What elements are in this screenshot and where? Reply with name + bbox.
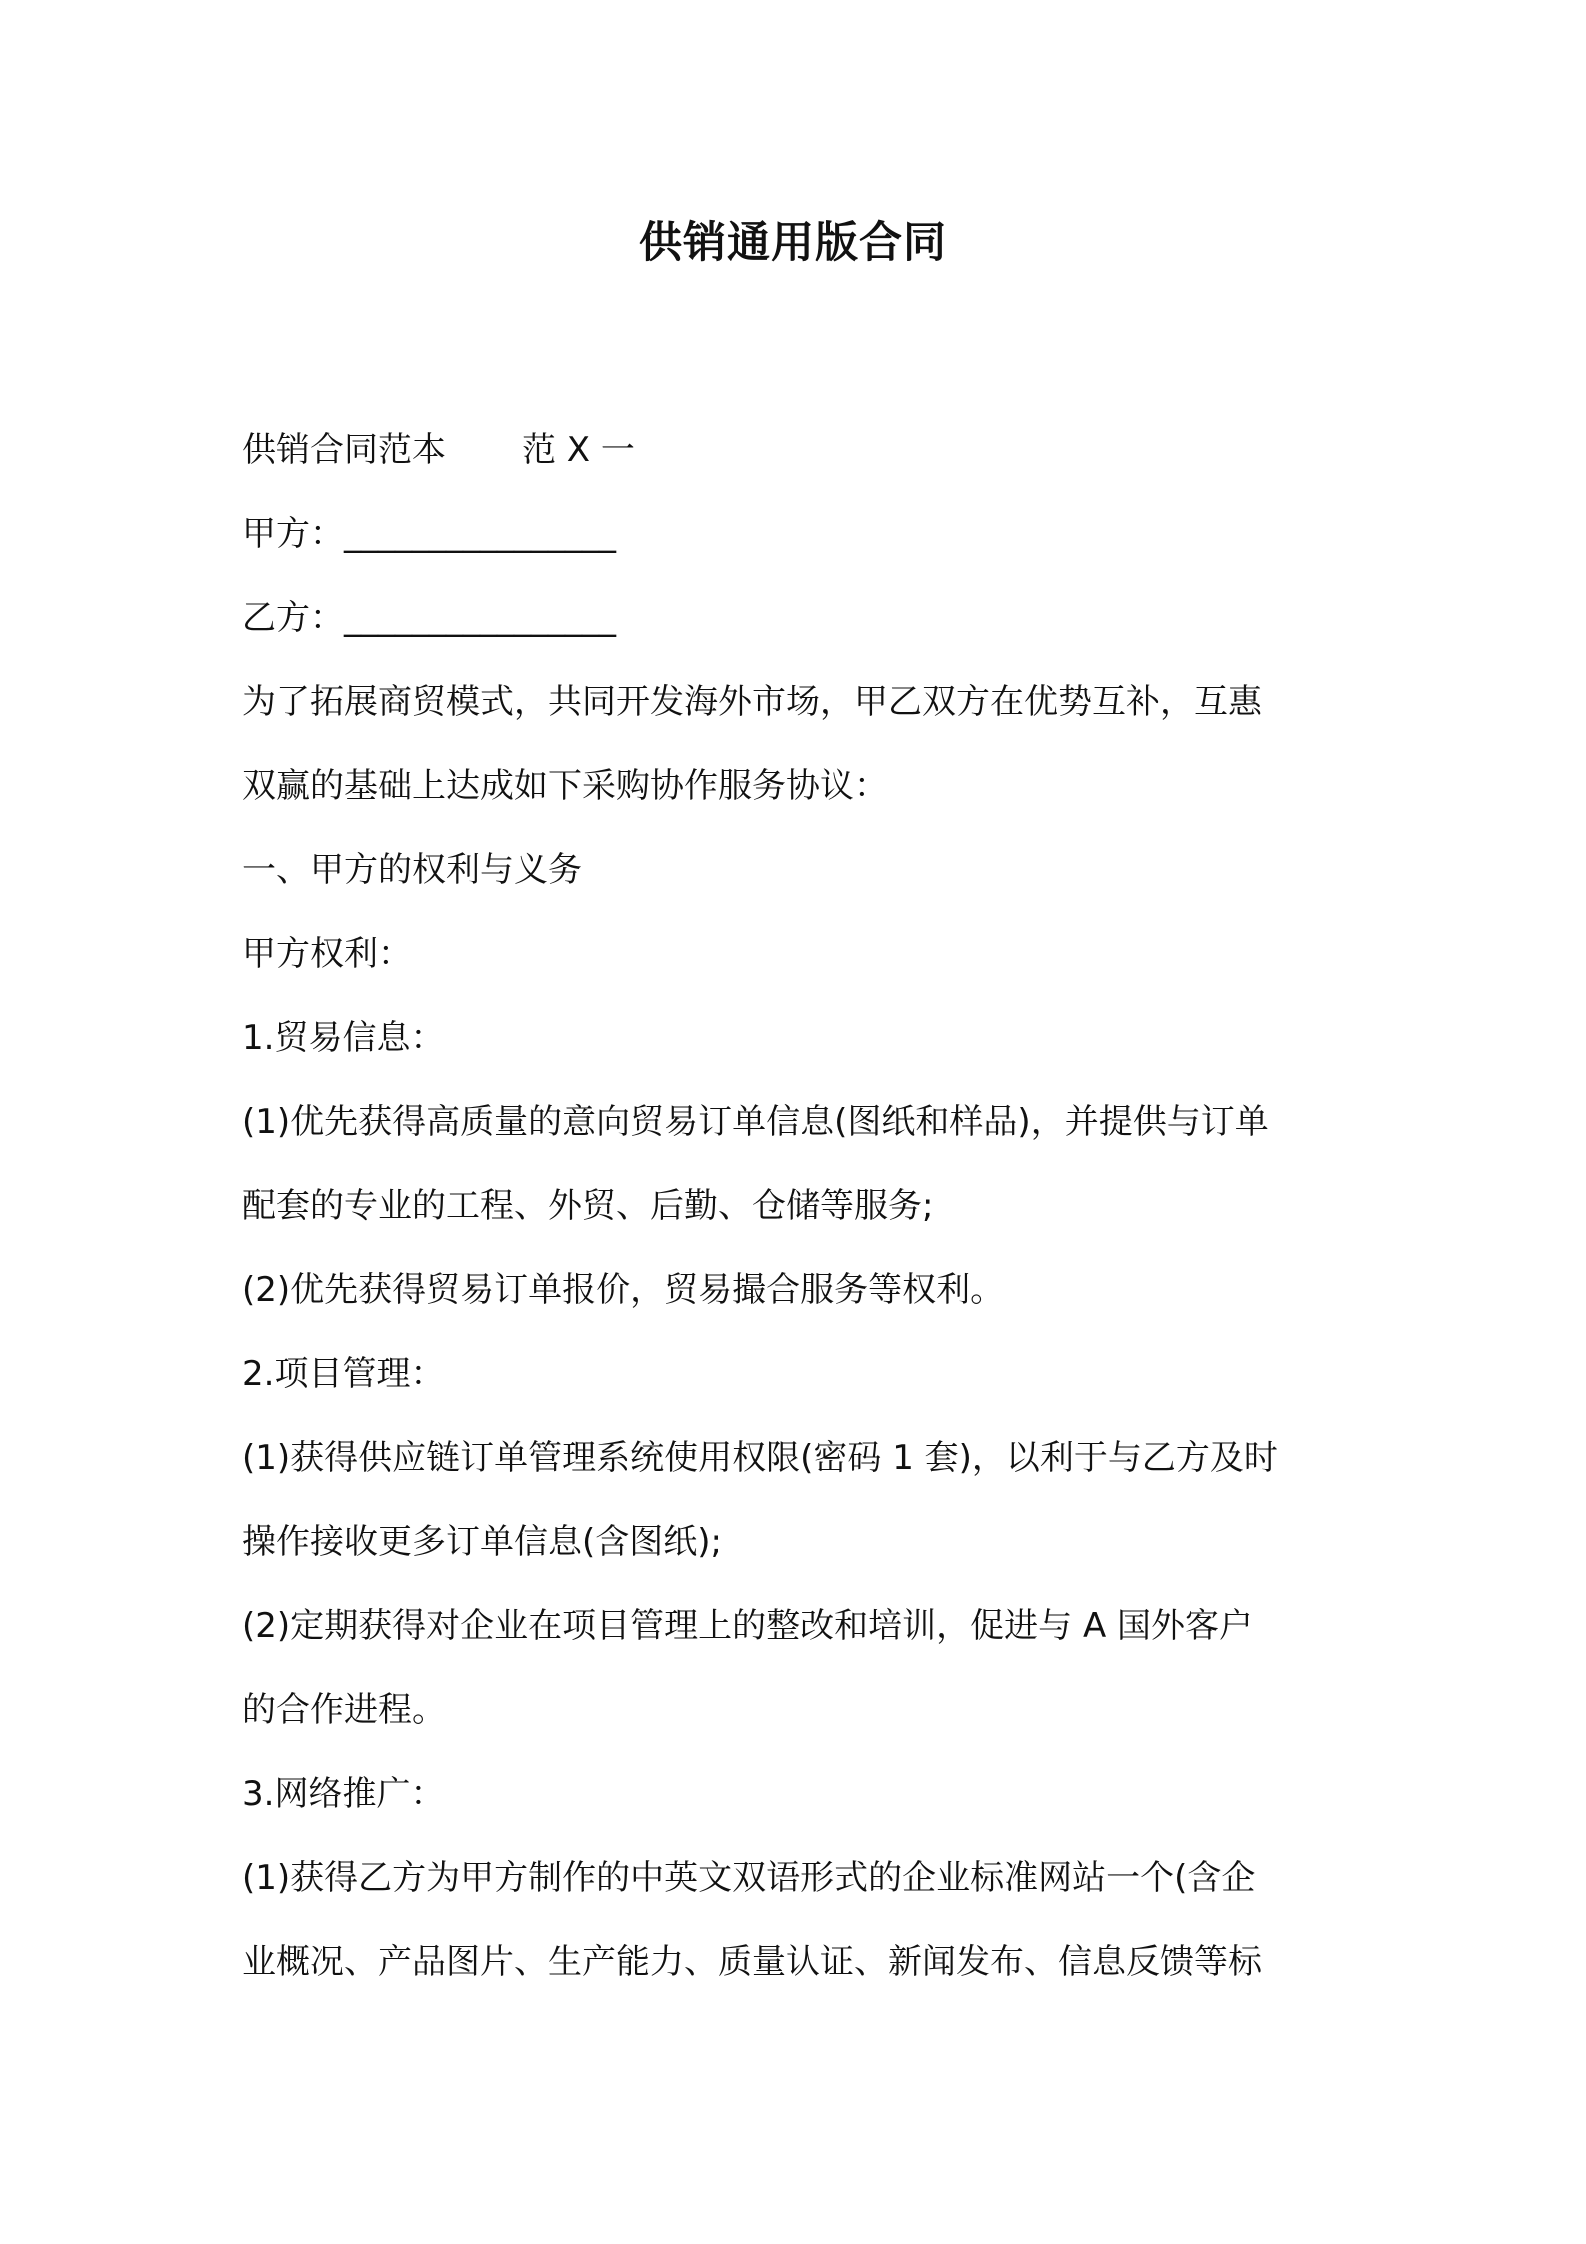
paragraph-line: 配套的专业的工程、外贸、后勤、仓储等服务; bbox=[242, 1186, 934, 1226]
list-heading: 2.项目管理： bbox=[242, 1354, 445, 1394]
paragraph-line: 业概况、产品图片、生产能力、质量认证、新闻发布、信息反馈等标 bbox=[242, 1942, 1262, 1982]
paragraph-line: (2)优先获得贸易订单报价，贸易撮合服务等权利。 bbox=[242, 1270, 1005, 1310]
document-body bbox=[242, 408, 1352, 2004]
header-line bbox=[242, 408, 1352, 492]
paragraph-line: 操作接收更多订单信息(含图纸); bbox=[242, 1522, 722, 1562]
list-heading: 1.贸易信息： bbox=[242, 1018, 445, 1058]
document-title: 供销通用版合同 bbox=[639, 218, 947, 268]
list-heading: 3.网络推广： bbox=[242, 1774, 445, 1814]
party-a-line: 甲方：________________ bbox=[242, 514, 616, 554]
header-code: 范 X 一 bbox=[522, 430, 635, 470]
paragraph-line: 为了拓展商贸模式，共同开发海外市场，甲乙双方在优势互补，互惠 bbox=[242, 682, 1262, 722]
paragraph-line: 双赢的基础上达成如下采购协作服务协议： bbox=[242, 766, 888, 806]
section-heading: 一、甲方的权利与义务 bbox=[242, 850, 582, 890]
paragraph-line: (2)定期获得对企业在项目管理上的整改和培训，促进与 A 国外客户 bbox=[242, 1606, 1254, 1646]
subheading: 甲方权利： bbox=[242, 934, 412, 974]
paragraph-line: (1)优先获得高质量的意向贸易订单信息(图纸和样品)，并提供与订单 bbox=[242, 1102, 1269, 1142]
header-label: 供销合同范本 bbox=[242, 430, 446, 470]
paragraph-line: (1)获得乙方为甲方制作的中英文双语形式的企业标准网站一个(含企 bbox=[242, 1858, 1256, 1898]
party-b-line: 乙方：________________ bbox=[242, 598, 616, 638]
paragraph-line: 的合作进程。 bbox=[242, 1690, 446, 1730]
paragraph-line: (1)获得供应链订单管理系统使用权限(密码 1 套)，以利于与乙方及时 bbox=[242, 1438, 1278, 1478]
